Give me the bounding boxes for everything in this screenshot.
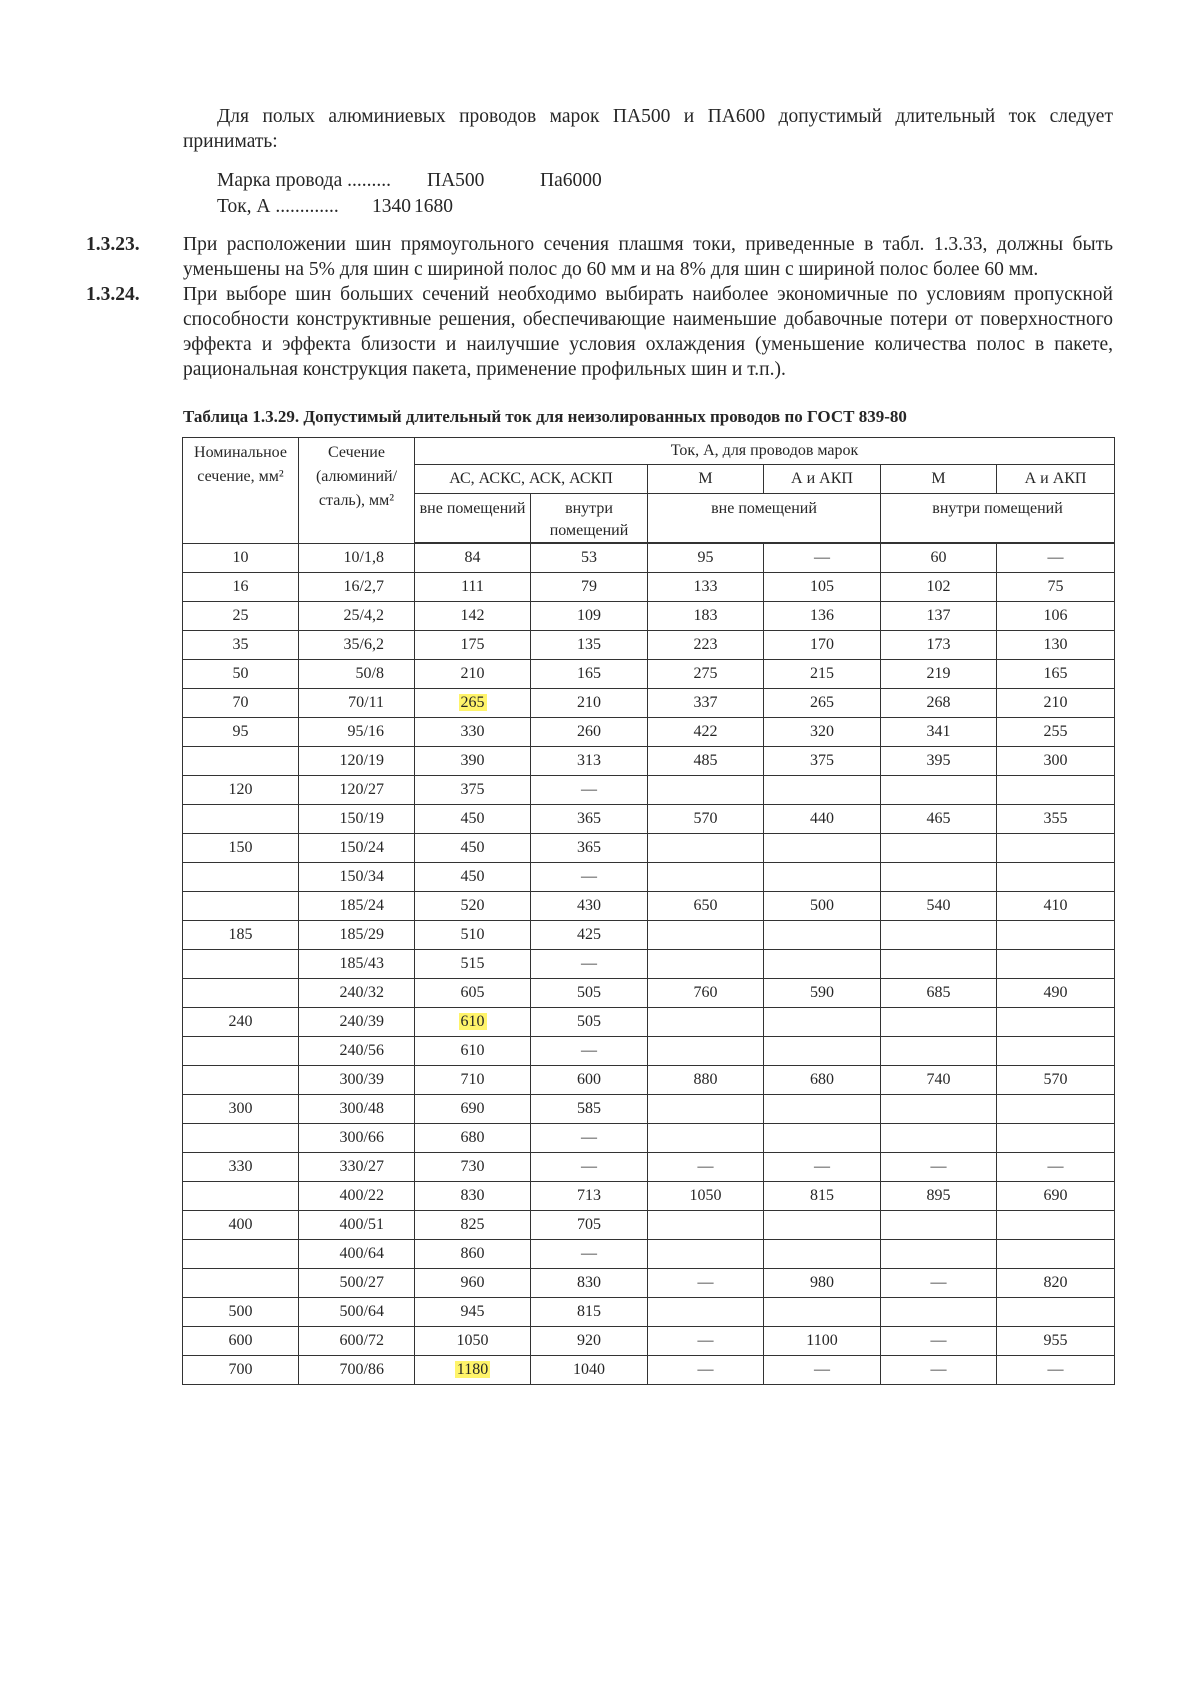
table-cell: 510 — [415, 921, 531, 950]
table-cell — [997, 1124, 1115, 1153]
table-cell: 120/19 — [299, 747, 415, 776]
table-cell — [648, 1211, 764, 1240]
table-cell: 75 — [997, 573, 1115, 602]
table-cell: — — [531, 950, 648, 979]
table-cell — [764, 1240, 881, 1269]
table-cell — [648, 1124, 764, 1153]
table-cell: — — [881, 1269, 997, 1298]
table-cell: 300 — [997, 747, 1115, 776]
table-cell: 400/22 — [299, 1182, 415, 1211]
table-cell: 341 — [881, 718, 997, 747]
table-cell: — — [764, 1356, 881, 1385]
table-cell: 425 — [531, 921, 648, 950]
table-cell — [881, 776, 997, 805]
table-cell: 215 — [764, 660, 881, 689]
table-cell: 500/64 — [299, 1298, 415, 1327]
table-cell: 880 — [648, 1066, 764, 1095]
table-cell — [997, 1211, 1115, 1240]
table-cell: 610 — [415, 1037, 531, 1066]
table-cell: — — [531, 863, 648, 892]
table-cell: 490 — [997, 979, 1115, 1008]
table-cell: 210 — [531, 689, 648, 718]
table-row — [183, 1269, 1115, 1298]
table-cell — [183, 747, 299, 776]
table-cell — [648, 921, 764, 950]
table-row — [183, 1124, 1115, 1153]
table-cell: 10/1,8 — [299, 543, 415, 573]
table-cell: 185/43 — [299, 950, 415, 979]
table-cell: 79 — [531, 573, 648, 602]
table-cell: 960 — [415, 1269, 531, 1298]
table-cell: 16 — [183, 573, 299, 602]
table-cell: — — [531, 776, 648, 805]
table-cell: 895 — [881, 1182, 997, 1211]
table-cell: 35/6,2 — [299, 631, 415, 660]
header-current-group: Ток, А, для проводов марок — [415, 438, 1115, 465]
table-cell: 35 — [183, 631, 299, 660]
table-cell: 700/86 — [299, 1356, 415, 1385]
header-ac-group: АС, АСКС, АСК, АСКП — [415, 465, 648, 494]
table-cell: 300 — [183, 1095, 299, 1124]
table-cell: 740 — [881, 1066, 997, 1095]
table-cell: 690 — [997, 1182, 1115, 1211]
table-cell: 705 — [531, 1211, 648, 1240]
table-cell: 500/27 — [299, 1269, 415, 1298]
table-cell — [997, 1240, 1115, 1269]
table-cell: 410 — [997, 892, 1115, 921]
table-row — [183, 1211, 1115, 1240]
table-cell: 500 — [764, 892, 881, 921]
header-outdoor-label: вне помещений — [648, 494, 881, 544]
marka-line — [217, 168, 602, 193]
table-cell — [764, 1124, 881, 1153]
table-cell — [183, 1182, 299, 1211]
table-cell: — — [531, 1240, 648, 1269]
table-cell: 95 — [183, 718, 299, 747]
table-cell: — — [531, 1037, 648, 1066]
table-cell: — — [881, 1153, 997, 1182]
table-cell — [415, 1356, 531, 1385]
table-cell: 136 — [764, 602, 881, 631]
table-cell: — — [881, 1356, 997, 1385]
header-a-akp-indoor: А и АКП — [997, 465, 1115, 494]
table-cell: 337 — [648, 689, 764, 718]
table-cell: 860 — [415, 1240, 531, 1269]
table-cell: 130 — [997, 631, 1115, 660]
table-cell: 570 — [648, 805, 764, 834]
table-cell: — — [648, 1153, 764, 1182]
table-cell: 25 — [183, 602, 299, 631]
table-row — [183, 776, 1115, 805]
table-cell — [648, 834, 764, 863]
intro-paragraph: Для полых алюминиевых проводов марок ПА500 и ПА600 допустимый длительный ток следует принимать: — [183, 106, 1113, 152]
table-cell: 133 — [648, 573, 764, 602]
table-cell: 375 — [415, 776, 531, 805]
table-row — [183, 1037, 1115, 1066]
table-row — [183, 1182, 1115, 1211]
table-cell — [881, 863, 997, 892]
table-cell: 375 — [764, 747, 881, 776]
table-cell — [648, 1240, 764, 1269]
table-cell: — — [531, 1153, 648, 1182]
table-cell: 825 — [415, 1211, 531, 1240]
table-cell: 945 — [415, 1298, 531, 1327]
table-cell: — — [997, 1153, 1115, 1182]
table-cell — [764, 1211, 881, 1240]
table-cell — [881, 1124, 997, 1153]
table-cell: — — [764, 1153, 881, 1182]
table-cell: 275 — [648, 660, 764, 689]
table-cell: 450 — [415, 834, 531, 863]
table-cell: 570 — [997, 1066, 1115, 1095]
table-cell: 109 — [531, 602, 648, 631]
table-cell: — — [531, 1124, 648, 1153]
table-cell — [764, 1095, 881, 1124]
table-cell — [997, 1037, 1115, 1066]
table-cell: 120/27 — [299, 776, 415, 805]
table-cell: 710 — [415, 1066, 531, 1095]
table-cell: 395 — [881, 747, 997, 776]
table-cell: 685 — [881, 979, 997, 1008]
table-cell: 365 — [531, 834, 648, 863]
table-caption: Таблица 1.3.29. Допустимый длительный ток для неизолированных проводов по ГОСТ 839-80 — [183, 407, 907, 426]
table-cell — [764, 863, 881, 892]
table-cell — [764, 834, 881, 863]
table-cell: 165 — [997, 660, 1115, 689]
table-cell: 330 — [415, 718, 531, 747]
table-cell: 700 — [183, 1356, 299, 1385]
table-cell — [997, 834, 1115, 863]
table-cell — [997, 1298, 1115, 1327]
table-cell: 600/72 — [299, 1327, 415, 1356]
header-ac-outdoor: вне помещений — [415, 494, 531, 544]
table-row — [183, 602, 1115, 631]
table-cell: 440 — [764, 805, 881, 834]
header-nominal-section: Номинальное сечение, мм² — [183, 438, 299, 544]
table-cell: 185/24 — [299, 892, 415, 921]
section-number: 1.3.24. — [86, 284, 140, 305]
current-table — [182, 437, 1115, 1385]
table-row — [183, 1298, 1115, 1327]
table-cell: 760 — [648, 979, 764, 1008]
table-cell — [183, 1066, 299, 1095]
table-row — [183, 689, 1115, 718]
table-cell — [997, 1008, 1115, 1037]
table-cell: 465 — [881, 805, 997, 834]
table-cell: 185 — [183, 921, 299, 950]
table-cell: 111 — [415, 573, 531, 602]
table-cell — [997, 863, 1115, 892]
header-indoor-label: внутри помещений — [881, 494, 1115, 544]
table-row — [183, 892, 1115, 921]
table-cell: 830 — [415, 1182, 531, 1211]
table-cell — [183, 1124, 299, 1153]
table-cell — [648, 1298, 764, 1327]
table-cell: 70 — [183, 689, 299, 718]
table-cell: 240/32 — [299, 979, 415, 1008]
table-cell: 815 — [764, 1182, 881, 1211]
table-cell: 365 — [531, 805, 648, 834]
table-cell: 820 — [997, 1269, 1115, 1298]
table-cell: — — [997, 543, 1115, 573]
table-cell: 300/48 — [299, 1095, 415, 1124]
highlighted-value: 1180 — [456, 1361, 489, 1378]
header-a-akp-outdoor: А и АКП — [764, 465, 881, 494]
table-cell — [997, 950, 1115, 979]
table-cell: 680 — [415, 1124, 531, 1153]
table-cell: — — [648, 1356, 764, 1385]
table-cell: 53 — [531, 543, 648, 573]
table-row — [183, 834, 1115, 863]
table-cell: 313 — [531, 747, 648, 776]
table-cell: — — [648, 1269, 764, 1298]
table-cell — [648, 1037, 764, 1066]
table-cell — [997, 776, 1115, 805]
table-cell — [764, 1008, 881, 1037]
table-cell: 605 — [415, 979, 531, 1008]
table-cell: 219 — [881, 660, 997, 689]
table-cell: 390 — [415, 747, 531, 776]
table-row — [183, 1327, 1115, 1356]
table-cell: 240 — [183, 1008, 299, 1037]
tok-value-2: 1680 — [414, 196, 453, 217]
table-cell: 210 — [997, 689, 1115, 718]
table-cell — [997, 1095, 1115, 1124]
table-cell — [881, 1095, 997, 1124]
table-row — [183, 1095, 1115, 1124]
table-cell: 120 — [183, 776, 299, 805]
table-cell: 223 — [648, 631, 764, 660]
table-cell: 137 — [881, 602, 997, 631]
table-cell — [183, 950, 299, 979]
table-cell: 185/29 — [299, 921, 415, 950]
header-section-al-steel: Сечение (алюминий/ сталь), мм² — [299, 438, 415, 544]
table-cell — [648, 863, 764, 892]
table-cell — [183, 1037, 299, 1066]
table-cell: 1050 — [415, 1327, 531, 1356]
table-cell: 485 — [648, 747, 764, 776]
table-cell: 600 — [531, 1066, 648, 1095]
table-cell: 430 — [531, 892, 648, 921]
table-cell: 142 — [415, 602, 531, 631]
table-cell: 520 — [415, 892, 531, 921]
table-cell: 830 — [531, 1269, 648, 1298]
table-cell — [183, 1240, 299, 1269]
table-cell: 260 — [531, 718, 648, 747]
table-cell: 1100 — [764, 1327, 881, 1356]
table-cell: 590 — [764, 979, 881, 1008]
table-cell: 1040 — [531, 1356, 648, 1385]
table-cell: 300/66 — [299, 1124, 415, 1153]
table-cell — [881, 950, 997, 979]
table-row — [183, 543, 1115, 573]
header-m-outdoor: М — [648, 465, 764, 494]
table-cell: 265 — [764, 689, 881, 718]
table-cell: 320 — [764, 718, 881, 747]
table-row — [183, 921, 1115, 950]
table-cell: — — [997, 1356, 1115, 1385]
table-cell: 95/16 — [299, 718, 415, 747]
table-cell: 680 — [764, 1066, 881, 1095]
table-cell: 102 — [881, 573, 997, 602]
section-text: При выборе шин больших сечений необходимо выбирать наиболее экономичные по условиям пропускной способности конструктивные решения, обеспечивающие наименьшие добавочные потери от поверхностного эффекта и эффекта близости и наилучшие условия охлаждения (уменьшение количества полос в пакете, рациональная конструкция пакета, применение профильных шин и т.п.). — [183, 284, 1113, 380]
table-cell — [764, 776, 881, 805]
table-cell: 50/8 — [299, 660, 415, 689]
tok-line — [217, 194, 453, 219]
table-cell — [648, 776, 764, 805]
table-cell: 210 — [415, 660, 531, 689]
table-cell — [764, 1298, 881, 1327]
table-row — [183, 1153, 1115, 1182]
table-cell: 70/11 — [299, 689, 415, 718]
table-cell: 60 — [881, 543, 997, 573]
table-cell: 50 — [183, 660, 299, 689]
marka-label: Марка провода ......... — [217, 170, 391, 191]
table-row — [183, 573, 1115, 602]
table-cell — [183, 863, 299, 892]
table-body — [183, 543, 1115, 1385]
table-cell: 240/56 — [299, 1037, 415, 1066]
table-cell: 955 — [997, 1327, 1115, 1356]
table-cell: 1050 — [648, 1182, 764, 1211]
table-cell — [183, 979, 299, 1008]
table-cell: 105 — [764, 573, 881, 602]
table-cell — [648, 1008, 764, 1037]
section-text: При расположении шин прямоугольного сечения плашмя токи, приведенные в табл. 1.3.33, должны быть уменьшены на 5% для шин с шириной полос до 60 мм и на 8% для шин с шириной полос более 60 мм. — [183, 234, 1113, 280]
table-row — [183, 631, 1115, 660]
table-row — [183, 805, 1115, 834]
table-cell — [183, 1269, 299, 1298]
table-row — [183, 863, 1115, 892]
table-cell: 400/51 — [299, 1211, 415, 1240]
table-cell: 400 — [183, 1211, 299, 1240]
table-cell — [881, 1008, 997, 1037]
table-cell: 815 — [531, 1298, 648, 1327]
table-cell — [997, 921, 1115, 950]
table-row — [183, 660, 1115, 689]
table-row — [183, 979, 1115, 1008]
table-row — [183, 1356, 1115, 1385]
table-cell: 980 — [764, 1269, 881, 1298]
table-cell: 355 — [997, 805, 1115, 834]
table-cell: — — [648, 1327, 764, 1356]
table-cell: 422 — [648, 718, 764, 747]
table-cell — [764, 1037, 881, 1066]
table-cell: 106 — [997, 602, 1115, 631]
table-row — [183, 718, 1115, 747]
table-cell — [415, 1008, 531, 1037]
table-cell — [881, 921, 997, 950]
tok-label: Ток, А ............. — [217, 196, 339, 217]
table-cell: 450 — [415, 863, 531, 892]
table-cell: 16/2,7 — [299, 573, 415, 602]
header-ac-indoor: внутри помещений — [531, 494, 648, 544]
table-cell: 713 — [531, 1182, 648, 1211]
table-cell: 10 — [183, 543, 299, 573]
table-cell — [881, 1298, 997, 1327]
table-cell — [881, 1037, 997, 1066]
table-cell: 400/64 — [299, 1240, 415, 1269]
table-cell: 150/19 — [299, 805, 415, 834]
table-cell: 650 — [648, 892, 764, 921]
table-cell: 240/39 — [299, 1008, 415, 1037]
section-number: 1.3.23. — [86, 234, 140, 255]
table-row — [183, 747, 1115, 776]
table-cell: 300/39 — [299, 1066, 415, 1095]
table-cell: 135 — [531, 631, 648, 660]
table-cell: 84 — [415, 543, 531, 573]
table-cell — [881, 1240, 997, 1269]
table-cell — [415, 689, 531, 718]
table-cell: 690 — [415, 1095, 531, 1124]
table-cell — [648, 1095, 764, 1124]
table-cell — [183, 805, 299, 834]
table-cell: 500 — [183, 1298, 299, 1327]
table-cell: 330/27 — [299, 1153, 415, 1182]
table-row — [183, 1066, 1115, 1095]
table-cell: 25/4,2 — [299, 602, 415, 631]
table-cell: 600 — [183, 1327, 299, 1356]
table-cell — [881, 1211, 997, 1240]
table-cell: 730 — [415, 1153, 531, 1182]
table-cell: 95 — [648, 543, 764, 573]
table-cell: 505 — [531, 979, 648, 1008]
table-cell: 255 — [997, 718, 1115, 747]
table-cell — [764, 921, 881, 950]
highlighted-value: 610 — [460, 1013, 485, 1030]
table-cell: 515 — [415, 950, 531, 979]
table-cell: 450 — [415, 805, 531, 834]
table-cell: 175 — [415, 631, 531, 660]
table-cell: 505 — [531, 1008, 648, 1037]
marka-value-1: ПА500 — [427, 170, 485, 191]
highlighted-value: 265 — [460, 694, 485, 711]
table-cell: 165 — [531, 660, 648, 689]
table-cell: 920 — [531, 1327, 648, 1356]
table-row — [183, 1008, 1115, 1037]
table-cell: 150/24 — [299, 834, 415, 863]
table-cell: 150/34 — [299, 863, 415, 892]
table-row — [183, 950, 1115, 979]
table-row — [183, 1240, 1115, 1269]
table-cell — [764, 950, 881, 979]
table-cell: 330 — [183, 1153, 299, 1182]
header-m-indoor: М — [881, 465, 997, 494]
table-cell: 173 — [881, 631, 997, 660]
table-cell: — — [881, 1327, 997, 1356]
table-cell: 585 — [531, 1095, 648, 1124]
table-cell — [881, 834, 997, 863]
table-cell: 150 — [183, 834, 299, 863]
table-cell: — — [764, 543, 881, 573]
table-cell — [648, 950, 764, 979]
marka-value-2: Па6000 — [540, 170, 602, 191]
table-cell: 540 — [881, 892, 997, 921]
table-cell — [183, 892, 299, 921]
table-cell: 268 — [881, 689, 997, 718]
table-cell: 170 — [764, 631, 881, 660]
table-cell: 183 — [648, 602, 764, 631]
tok-value-1: 1340 — [372, 196, 411, 217]
